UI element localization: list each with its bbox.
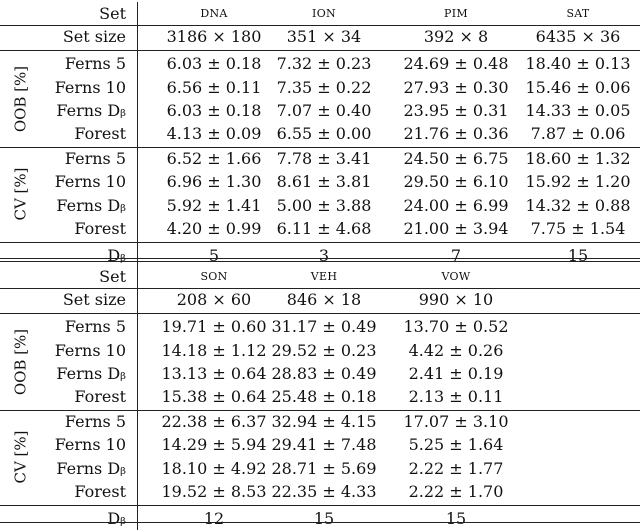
rule	[0, 25, 640, 26]
result-cell: 7.75 ± 1.54	[530, 218, 626, 238]
dataset-name: VEH	[310, 270, 338, 283]
set-size-label: Set size	[62, 27, 126, 47]
result-cell: 13.70 ± 0.52	[403, 317, 509, 337]
result-cell: 31.17 ± 0.49	[271, 317, 377, 337]
method-label: Forest	[74, 124, 126, 143]
result-cell: 22.35 ± 4.33	[271, 481, 377, 501]
result-cell: 13.13 ± 0.64	[161, 363, 267, 383]
result-cell: 6.52 ± 1.66	[166, 149, 262, 169]
rule	[0, 410, 640, 411]
result-cell: 7.35 ± 0.22	[276, 77, 372, 97]
result-cell: 2.22 ± 1.77	[408, 458, 504, 478]
method-label: Ferns 10	[54, 77, 126, 97]
method-label: Ferns Dᵦ	[56, 363, 126, 383]
column-rule	[137, 265, 138, 530]
rule	[0, 313, 640, 314]
rule	[0, 505, 640, 506]
db-value: 15	[445, 509, 467, 528]
dataset-name: ION	[312, 7, 336, 20]
result-cell: 28.83 ± 0.49	[271, 363, 377, 383]
result-cell: 14.18 ± 1.12	[161, 340, 267, 360]
result-cell: 2.22 ± 1.70	[408, 481, 504, 501]
db-value: 15	[567, 246, 589, 265]
group-label: CV [%]	[11, 167, 30, 221]
result-cell: 18.10 ± 4.92	[161, 458, 267, 478]
result-cell: 23.95 ± 0.31	[403, 100, 509, 120]
db-label: Dᵦ	[107, 246, 126, 265]
result-cell: 15.46 ± 0.06	[525, 77, 631, 97]
result-cell: 18.40 ± 0.13	[525, 54, 631, 74]
dataset-name: VOW	[441, 270, 471, 283]
result-cell: 6.55 ± 0.00	[276, 124, 372, 143]
result-cell: 19.52 ± 8.53	[161, 481, 267, 501]
result-cell: 7.07 ± 0.40	[276, 100, 372, 120]
result-cell: 15.92 ± 1.20	[525, 172, 631, 192]
set-header-label: Set	[99, 267, 126, 286]
result-cell: 6.96 ± 1.30	[166, 172, 262, 192]
result-cell: 2.41 ± 0.19	[408, 363, 504, 383]
result-cell: 24.50 ± 6.75	[403, 149, 509, 169]
result-cell: 29.52 ± 0.23	[271, 340, 377, 360]
column-rule	[137, 2, 138, 267]
dataset-name: DNA	[200, 7, 228, 20]
result-cell: 14.32 ± 0.88	[525, 195, 631, 215]
result-cell: 24.69 ± 0.48	[403, 54, 509, 74]
result-cell: 24.00 ± 6.99	[403, 195, 509, 215]
result-cell: 14.33 ± 0.05	[525, 100, 631, 120]
result-cell: 6.56 ± 0.11	[166, 77, 262, 97]
set-size-value: 6435 × 36	[535, 27, 621, 47]
result-cell: 22.38 ± 6.37	[161, 412, 267, 432]
db-value: 5	[208, 246, 220, 265]
result-cell: 5.92 ± 1.41	[166, 195, 262, 215]
method-label: Ferns 10	[54, 435, 126, 455]
method-label: Ferns 10	[54, 340, 126, 360]
result-cell: 5.25 ± 1.64	[408, 435, 504, 455]
result-cell: 28.71 ± 5.69	[271, 458, 377, 478]
method-label: Ferns 5	[64, 412, 126, 432]
method-label: Ferns Dᵦ	[56, 458, 126, 478]
result-cell: 4.42 ± 0.26	[408, 340, 504, 360]
method-label: Ferns 5	[64, 149, 126, 169]
set-size-value: 351 × 34	[286, 27, 362, 47]
result-cell: 6.11 ± 4.68	[276, 218, 372, 238]
method-label: Ferns 5	[64, 54, 126, 74]
result-cell: 25.48 ± 0.18	[271, 387, 377, 406]
result-cell: 27.93 ± 0.30	[403, 77, 509, 97]
method-label: Forest	[74, 387, 126, 406]
result-cell: 4.20 ± 0.99	[166, 218, 262, 238]
dataset-name: SON	[200, 270, 228, 283]
group-label: OOB [%]	[11, 65, 30, 132]
db-value: 7	[450, 246, 462, 265]
set-size-value: 3186 × 180	[166, 27, 262, 47]
rule	[0, 50, 640, 51]
result-cell: 32.94 ± 4.15	[271, 412, 377, 432]
result-cell: 6.03 ± 0.18	[166, 100, 262, 120]
set-size-value: 208 × 60	[176, 290, 252, 310]
result-cell: 21.76 ± 0.36	[403, 124, 509, 143]
double-rule	[0, 258, 640, 259]
method-label: Ferns Dᵦ	[56, 195, 126, 215]
result-cell: 21.00 ± 3.94	[403, 218, 509, 238]
group-label: OOB [%]	[11, 328, 30, 395]
method-label: Ferns Dᵦ	[56, 100, 126, 120]
method-label: Ferns 5	[64, 317, 126, 337]
set-size-value: 990 × 10	[418, 290, 494, 310]
result-cell: 7.87 ± 0.06	[530, 124, 626, 143]
result-cell: 4.13 ± 0.09	[166, 124, 262, 143]
set-size-value: 846 × 18	[286, 290, 362, 310]
result-cell: 14.29 ± 5.94	[161, 435, 267, 455]
result-cell: 29.50 ± 6.10	[403, 172, 509, 192]
group-label: CV [%]	[11, 430, 30, 484]
bottom-rule	[0, 522, 640, 523]
result-cell: 8.61 ± 3.81	[276, 172, 372, 192]
double-rule	[0, 261, 640, 262]
rule	[0, 147, 640, 148]
result-cell: 18.60 ± 1.32	[525, 149, 631, 169]
method-label: Ferns 10	[54, 172, 126, 192]
set-size-label: Set size	[62, 290, 126, 310]
result-cell: 5.00 ± 3.88	[276, 195, 372, 215]
method-label: Forest	[74, 481, 126, 501]
result-cell: 7.32 ± 0.23	[276, 54, 372, 74]
dataset-name: PIM	[444, 7, 468, 20]
result-cell: 19.71 ± 0.60	[161, 317, 267, 337]
rule	[0, 242, 640, 243]
db-value: 15	[313, 509, 335, 528]
result-cell: 15.38 ± 0.64	[161, 387, 267, 406]
dataset-name: SAT	[566, 7, 590, 20]
result-cell: 17.07 ± 3.10	[403, 412, 509, 432]
method-label: Forest	[74, 218, 126, 238]
result-cell: 7.78 ± 3.41	[276, 149, 372, 169]
set-size-value: 392 × 8	[423, 27, 489, 47]
result-cell: 29.41 ± 7.48	[271, 435, 377, 455]
db-label: Dᵦ	[107, 509, 126, 528]
db-value: 12	[203, 509, 225, 528]
set-header-label: Set	[99, 4, 126, 23]
db-value: 3	[318, 246, 330, 265]
result-cell: 2.13 ± 0.11	[408, 387, 504, 406]
rule	[0, 288, 640, 289]
result-cell: 6.03 ± 0.18	[166, 54, 262, 74]
